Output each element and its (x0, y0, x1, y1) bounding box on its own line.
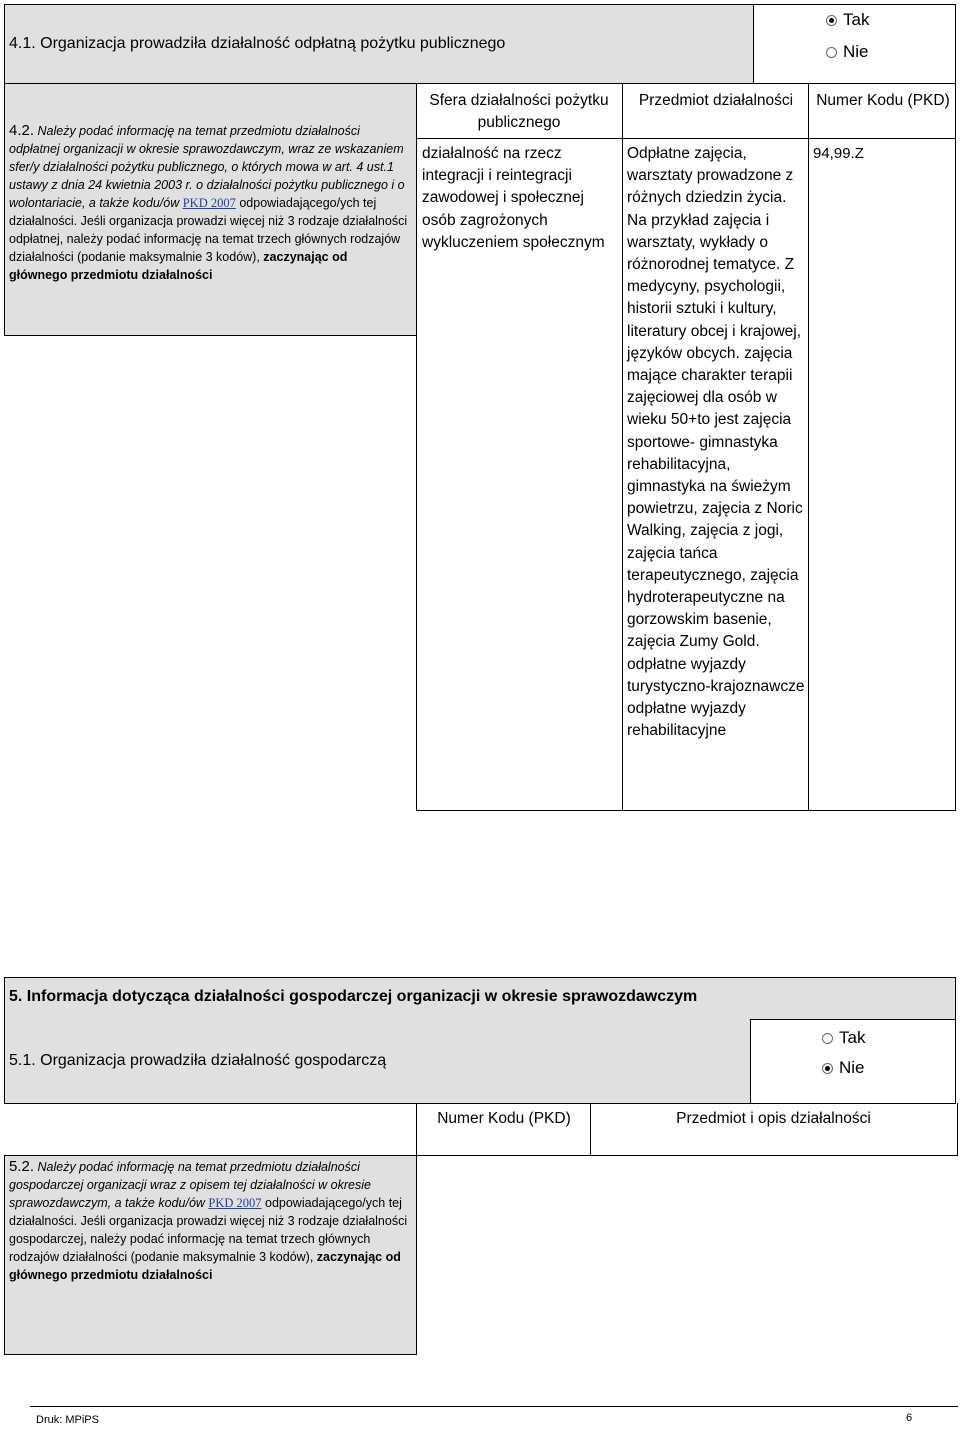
table42-header-divider (416, 138, 956, 139)
q52-text-part1: Należy podać informację na temat przedmiotu działalności gospodarczej organizacji wraz z opisem tej działalności w okresie sprawozdawczym, a także kodu/ów (9, 1160, 371, 1210)
q51-label: 5.1. Organizacja prowadziła działalność gospodarczą (9, 1052, 387, 1069)
q41-option-nie[interactable] (826, 42, 869, 62)
radio-checked-icon[interactable] (822, 1063, 833, 1074)
radio-unchecked-icon[interactable] (826, 47, 837, 58)
radio-checked-icon[interactable] (826, 15, 837, 26)
s5-title: 5. Informacja dotycząca działalności gospodarczej organizacji w okresie sprawozdawczym (9, 988, 698, 1005)
table42-header-kod: Numer Kodu (PKD) (816, 92, 950, 109)
q41-option-nie-label: Nie (843, 42, 869, 61)
page-number: 6 (906, 1412, 913, 1424)
q51-option-tak-label: Tak (839, 1028, 866, 1047)
table42-header-sfera: Sfera działalności pożytku publicznego (429, 92, 609, 131)
q51-option-nie-label: Nie (839, 1058, 865, 1077)
q41-label: 4.1. Organizacja prowadziła działalność odpłatną pożytku publicznego (9, 35, 506, 52)
q52-number: 5.2. (9, 1158, 35, 1175)
footer-rule (30, 1406, 958, 1407)
q42-text-bold: zaczynając od głównego przedmiotu działalności (9, 250, 348, 282)
table42-header-przedmiot: Przedmiot działalności (638, 92, 794, 109)
q41-option-tak[interactable] (826, 10, 869, 30)
table52-header-kod: Numer Kodu (PKD) (437, 1110, 571, 1127)
q52-pkd-link[interactable]: PKD 2007 (208, 1196, 262, 1210)
q51-option-nie[interactable] (822, 1058, 865, 1078)
radio-unchecked-icon[interactable] (822, 1033, 833, 1044)
q52-text-part2: odpowiadającego/ych tej działalności. Jeśli organizacja prowadzi więcej niż 3 rodzaje działalności gospodarczej, należy podać informację na temat trzech głównych rodzajów działalności (podanie maksymalnie 3 kodów), (9, 1196, 408, 1264)
table42-divider-1 (622, 84, 623, 811)
q42-number: 4.2. (9, 122, 35, 139)
q42-text-part2: odpowiadającego/ych tej działalności. Jeśli organizacja prowadzi więcej niż 3 rodzaje działalności odpłatnej, należy podać informację na temat trzech głównych rodzajów działalności (podanie maksymalnie 3 kodów), (9, 196, 408, 264)
q42-text-part1: Należy podać informację na temat przedmiotu działalności odpłatnej organizacji w okresie sprawozdawczym, wraz ze wskazaniem sfer/y działalności pożytku publicznego, o których mowa w art. 4 ust.1 ustawy z dnia 24 kwietnia 2003 r. o działalności pożytku publicznego i o wolontariacie, a także kodu/ów (9, 124, 405, 210)
table52-header-opis: Przedmiot i opis działalności (676, 1110, 871, 1127)
table42-cell-sfera: działalność na rzecz integracji i reintegracji zawodowej i społecznej osób zagrożonych wykluczeniem społecznym (422, 145, 605, 251)
q42-description (9, 122, 409, 284)
q52-text-bold: zaczynając od głównego przedmiotu działalności (9, 1250, 401, 1282)
q52-description (9, 1158, 414, 1284)
q51-option-tak[interactable] (822, 1028, 865, 1048)
footer-print-label: Druk: MPiPS (36, 1414, 99, 1426)
q42-pkd-link[interactable]: PKD 2007 (182, 196, 236, 210)
table42-cell-przedmiot: Odpłatne zajęcia, warsztaty prowadzone z różnych dziedzin życia. Na przykład zajęcia i warsztaty, wykłady o różnorodnej tematyce. Z medycyny, psychologii, historii sztuki i kultury, literatury obcej i krajowej, języków obcych. zajęcia mające charakter terapii zajęciowej dla osób w wieku 50+to jest zajęcia sportowe- gimnastyka rehabilitacyjna, gimnastyka na świeżym powietrzu, zajęcia z Noric Walking, zajęcia z jogi, zajęcia tańca terapeutycznego, zajęcia hydroterapeutyczne na gorzowskim basenie, zajęcia Zumy Gold. odpłatne wyjazdy turystyczno-krajoznawcze odpłatne wyjazdy rehabilitacyjne (627, 145, 805, 740)
table42-divider-2 (808, 84, 809, 811)
q41-option-tak-label: Tak (843, 10, 870, 29)
table42-cell-kod: 94,99.Z (813, 145, 864, 162)
